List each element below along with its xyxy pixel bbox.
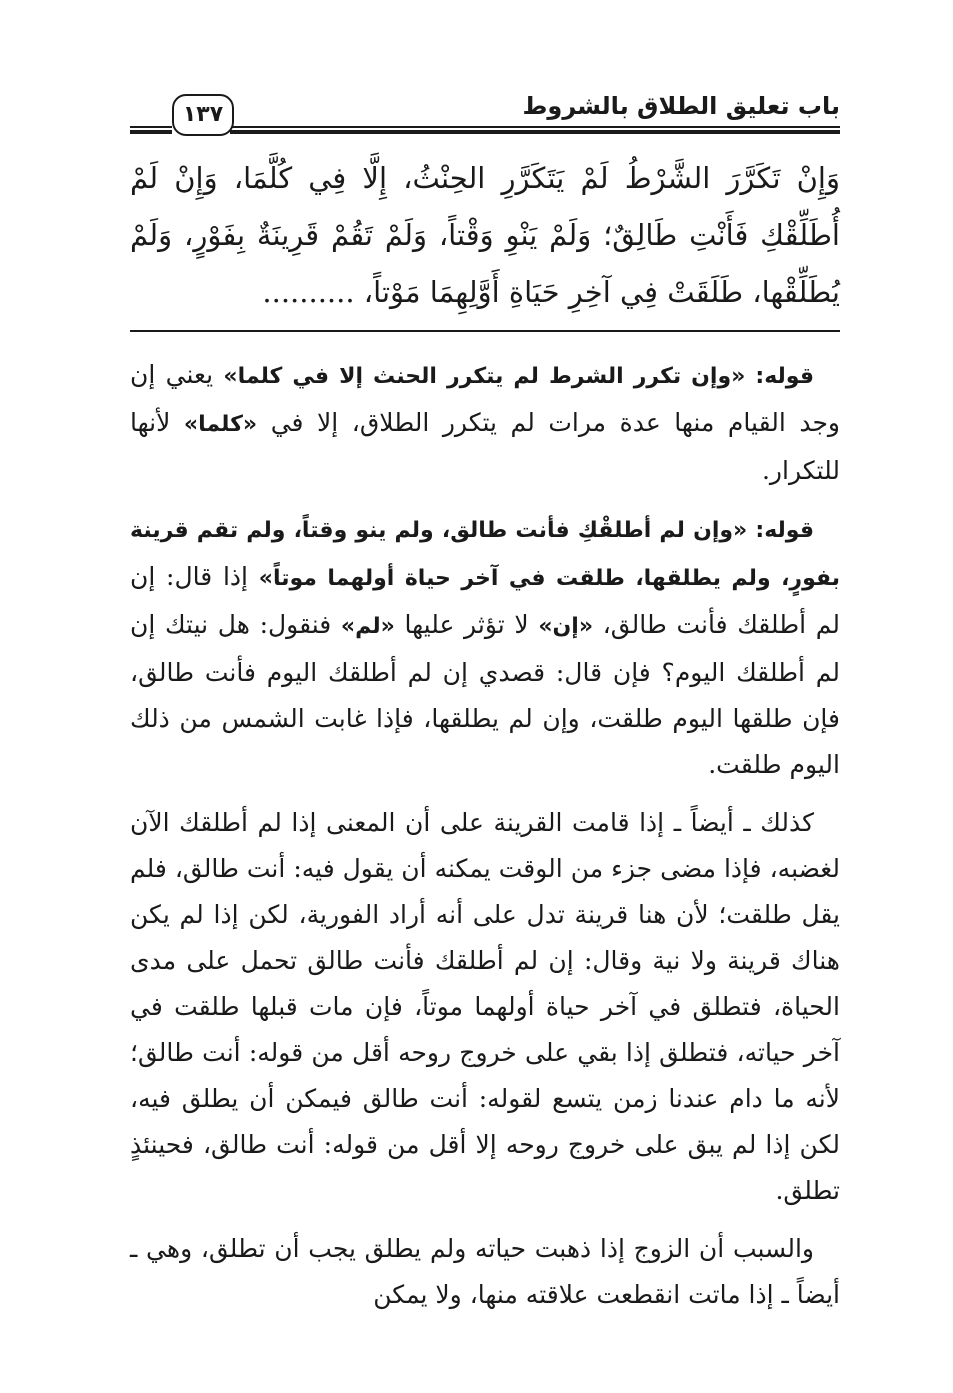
header-rule-left-top xyxy=(130,126,172,128)
commentary-paragraph-3: كذلك ـ أيضاً ـ إذا قامت القرينة على أن المعنى إذا لم أطلقك الآن لغضبه، فإذا مضى جزء من الوقت يمكنه أن يقول فيه: أنت طالق، فلم يقل طلقت؛ لأن هنا قرينة تدل على أنه أراد الفورية، لكن إذا لم يكن هناك قرينة ولا نية وقال: إن لم أطلقك فأنت طالق تحمل على مدى الحياة، فتطلق في آخر حياة أولهما موتاً، فإن مات قبلها طلقت في آخر حياته، فتطلق إذا بقي على خروج روحه أقل من قوله: أنت طالق؛ لأنه ما دام عندنا زمن يتسع لقوله: أنت طالق فيمكن أن يطلق فيه، لكن إذا لم يبق على خروج روحه إلا أقل من قوله: أنت طالق، فحينئذٍ تطلق. xyxy=(130,808,840,1205)
paragraph-text: يعني إن وجد القيام منها عدة مرات لم يتكرر الطلاق، إلا في xyxy=(130,360,840,437)
quoted-matn: قوله: «وإن لم أطلقْكِ فأنت طالق، ولم ينو وقتاً، ولم تقم قرينة بفورٍ، ولم يطلقها، طلقت في آخر حياة أولهما موتاً» xyxy=(130,518,840,591)
keyword: «كلما» xyxy=(183,412,258,437)
page-number: ١٣٧ xyxy=(172,94,234,136)
matn-divider xyxy=(130,330,840,332)
commentary-paragraph-2 xyxy=(130,506,840,788)
chapter-title: باب تعليق الطلاق بالشروط xyxy=(522,92,840,120)
commentary-paragraph-4: والسبب أن الزوج إذا ذهبت حياته ولم يطلق يجب أن تطلق، وهي ـ أيضاً ـ إذا ماتت انقطعت علاقته منها، ولا يمكن xyxy=(130,1234,840,1309)
paragraph-text: فنقول: هل نيتك إن لم أطلقك اليوم؟ فإن قال: قصدي إن لم أطلقك اليوم فأنت طالق، فإن طلقها اليوم طلقت، وإن لم يطلقها، فإذا غابت الشمس من ذلك اليوم طلقت. xyxy=(130,610,840,779)
matn-text: وَإِنْ تَكَرَّرَ الشَّرْطُ لَمْ يَتَكَرَّرِ الحِنْثُ، إِلَّا فِي كُلَّمَا، وَإِنْ لَمْ أُطَلِّقْكِ فَأَنْتِ طَالِقٌ؛ وَلَمْ يَنْوِ وَقْتاً، وَلَمْ تَقُمْ قَرِينَةٌ بِفَوْرٍ، وَلَمْ يُطَلِّقْها، طَلَقَتْ فِي آخِرِ حَيَاةِ أَوَّلِهِمَا مَوْتاً، .......... xyxy=(130,161,840,309)
commentary-paragraph-1 xyxy=(130,352,840,494)
quoted-matn: قوله: «وإن تكرر الشرط لم يتكرر الحنث إلا في كلما» xyxy=(223,364,814,389)
page-header xyxy=(130,92,840,142)
commentary xyxy=(130,352,840,1330)
header-rule-bottom xyxy=(230,130,840,134)
keyword: «إن» xyxy=(538,614,594,639)
header-rule-left-bottom xyxy=(130,130,172,134)
header-rule-top xyxy=(230,126,840,128)
keyword: «لم» xyxy=(340,614,395,639)
paragraph-text: لا تؤثر عليها xyxy=(394,610,539,639)
paragraph-text: لأنها للتكرار. xyxy=(130,408,840,485)
paragraph-text: إذا قال: إن لم أطلقك فأنت طالق، xyxy=(130,562,840,639)
